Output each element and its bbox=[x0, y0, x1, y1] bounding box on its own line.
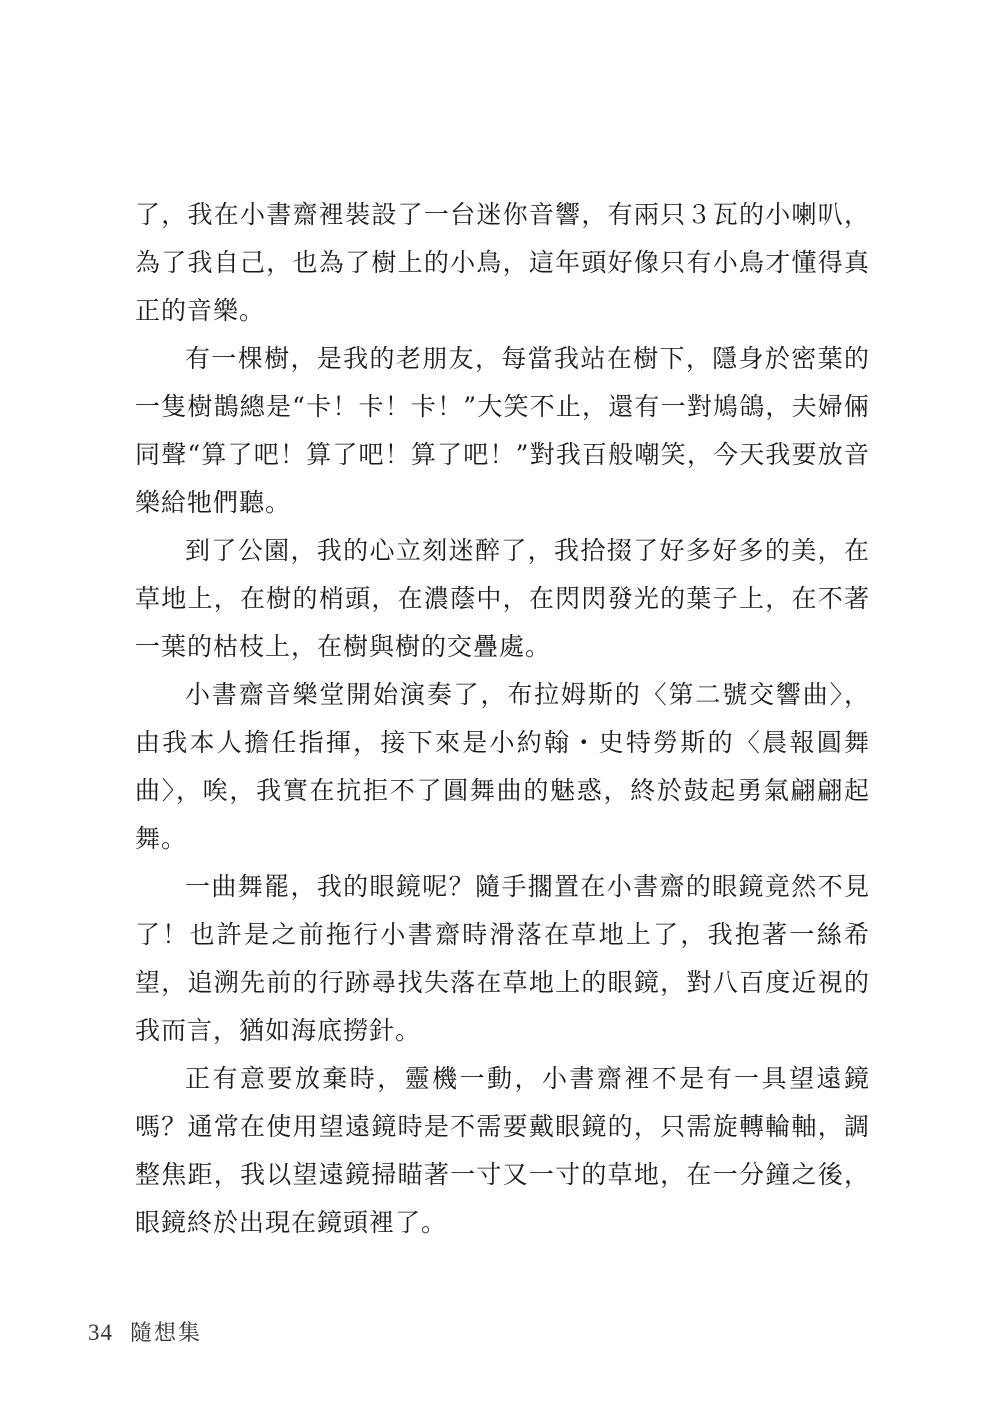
paragraph-glasses-found: 正有意要放棄時，靈機一動，小書齋裡不是有一具望遠鏡嗎？通常在使用望遠鏡時是不需要戴眼鏡的，只需旋轉輪軸，調整焦距，我以望遠鏡掃瞄著一寸又一寸的草地，在一分鐘之後，眼鏡終於出現在鏡頭裡了。 bbox=[135, 1064, 870, 1237]
body-text bbox=[135, 191, 870, 1247]
paragraph-continuation: 了，我在小書齋裡裝設了一台迷你音響，有兩只３瓦的小喇叭，為了我自己，也為了樹上的小鳥，這年頭好像只有小鳥才懂得真正的音樂。 bbox=[135, 200, 870, 325]
paragraph-park: 到了公園，我的心立刻迷醉了，我拾掇了好多好多的美，在草地上，在樹的梢頭，在濃蔭中，在閃閃發光的葉子上，在不著一葉的枯枝上，在樹與樹的交疊處。 bbox=[135, 536, 870, 661]
book-title: 隨想集 bbox=[130, 1321, 203, 1346]
paragraph-music-hall: 小書齋音樂堂開始演奏了，布拉姆斯的〈第二號交響曲〉，由我本人擔任指揮，接下來是小約翰・史特勞斯的〈晨報圓舞曲〉，唉，我實在抗拒不了圓舞曲的魅惑，終於鼓起勇氣翩翩起舞。 bbox=[135, 680, 870, 853]
paragraph-tree-birds: 有一棵樹，是我的老朋友，每當我站在樹下，隱身於密葉的一隻樹鵲總是“卡！卡！卡！”大笑不止，還有一對鳩鴿，夫婦倆同聲“算了吧！算了吧！算了吧！”對我百般嘲笑，今天我要放音樂給牠們聽。 bbox=[135, 344, 870, 517]
paragraph-glasses-lost: 一曲舞罷，我的眼鏡呢？隨手擱置在小書齋的眼鏡竟然不見了！也許是之前拖行小書齋時滑落在草地上了，我抱著一絲希望，追溯先前的行跡尋找失落在草地上的眼鏡，對八百度近視的我而言，猶如海底撈針。 bbox=[135, 872, 870, 1045]
page-footer bbox=[88, 1318, 202, 1349]
page-number: 34 bbox=[88, 1320, 113, 1345]
